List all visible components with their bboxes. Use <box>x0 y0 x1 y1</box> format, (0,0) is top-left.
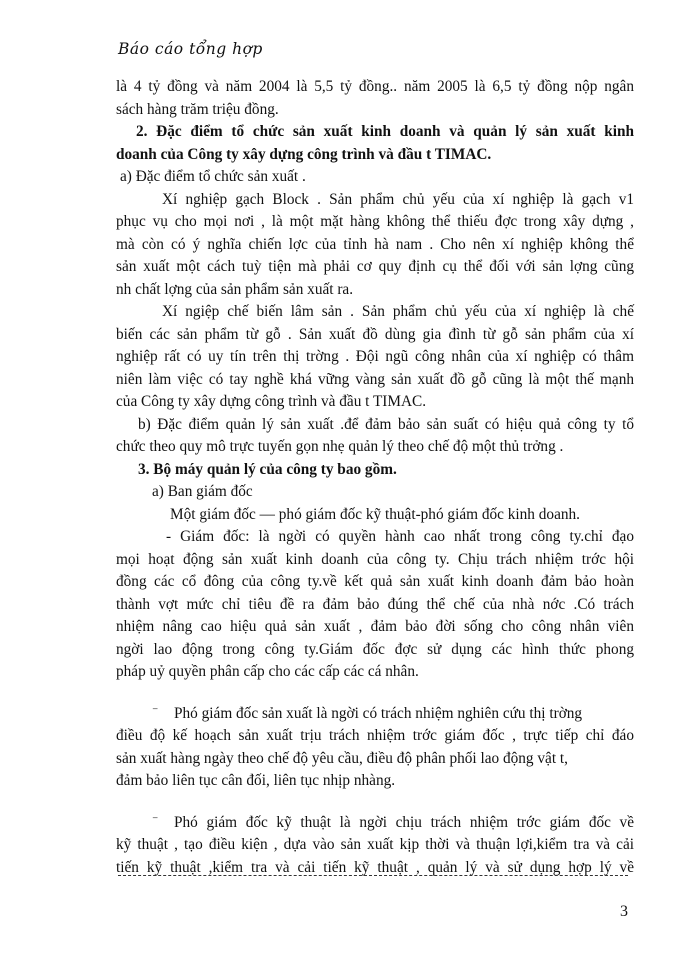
line-text: niên làm việc có tay nghề khá vững vàng sản xuất đồ gỗ cũng là một thế mạnh <box>116 370 634 388</box>
text-line <box>116 324 634 347</box>
text-line <box>116 481 634 504</box>
line-text: mọi hoạt động sản xuất kinh doanh của công ty. Chịu trách nhiệm trớc hội <box>116 550 634 568</box>
text-line <box>116 748 634 771</box>
text-line <box>116 459 634 482</box>
text-line <box>116 234 634 257</box>
text-line <box>116 571 634 594</box>
line-text: là 4 tỷ đồng và năm 2004 là 5,5 tỷ đồng.. năm 2005 là 6,5 tỷ đồng nộp ngân <box>116 78 634 95</box>
line-text: ngời lao động trong công ty.Giám đốc đợc sử dụng các hình thức phong <box>116 640 634 658</box>
text-line <box>116 504 634 527</box>
text-line <box>116 725 634 748</box>
line-text: Xí ngiệp chế biến lâm sản . Sản phẩm chủ yếu của xí nghiệp là chế <box>162 303 634 320</box>
line-text: Phó giám đốc sản xuất là ngời có trách nhiệm nghiên cứu thị trờng <box>174 704 583 722</box>
text-line <box>116 346 634 369</box>
text-line <box>116 834 634 857</box>
line-text: Xí nghiệp gạch Block . Sản phẩm chủ yếu của xí nghiệp là gạch v1 <box>162 190 634 208</box>
dash-bullet-icon: ⁻ <box>152 703 159 718</box>
line-text: của Công ty xây dựng công trình và đầu t TIMAC. <box>116 393 427 410</box>
line-text: pháp uỷ quyền phân cấp cho các cấp các cá nhân. <box>116 663 419 680</box>
line-text: nghiệp rất có uy tín trên thị trờng . Đội ngũ công nhân của xí nghiệp có thâm <box>116 348 634 365</box>
text-line <box>116 301 634 324</box>
line-text: chức theo quy mô trực tuyến gọn nhẹ quản lý theo chế độ một thủ trởng . <box>116 438 564 455</box>
line-text: sách hàng trăm triệu đồng. <box>116 100 279 118</box>
text-line <box>116 189 634 212</box>
line-text: Phó giám đốc kỹ thuật là ngời chịu trách nhiệm trớc giám đốc về <box>174 813 634 831</box>
text-line <box>116 414 634 437</box>
line-text: a) Ban giám đốc <box>152 483 253 500</box>
text-line <box>116 369 634 392</box>
body-text <box>116 76 634 879</box>
text-line <box>116 770 634 793</box>
text-line <box>116 700 634 726</box>
text-line <box>116 144 634 167</box>
dash-bullet-icon: ⁻ <box>152 812 159 827</box>
paragraph-gap <box>116 684 634 700</box>
text-line <box>116 99 634 122</box>
paragraph-gap <box>116 793 634 809</box>
line-text: - Giám đốc: là ngời có quyền hành cao nhất trong công ty.chỉ đạo <box>166 528 634 545</box>
text-line <box>116 256 634 279</box>
line-text: b) Đặc điểm quản lý sản xuất .để đảm bảo sản suất có hiệu quả công ty tổ <box>138 415 634 433</box>
text-line <box>116 436 634 459</box>
text-line <box>116 76 634 99</box>
text-line <box>116 549 634 572</box>
text-line <box>116 121 634 144</box>
line-text: điều độ kế hoạch sản xuất trịu trách nhiệm trớc giám đốc , trực tiếp chỉ đáo <box>116 727 634 744</box>
text-line <box>116 661 634 684</box>
line-text: đồng các cổ đông của công ty.về kết quả sản xuất kinh doanh đảm bảo hoàn <box>116 573 634 590</box>
text-line <box>116 809 634 835</box>
line-text: mà còn có ý nghĩa chiến lợc của tỉnh hà nam . Cho nên xí nghiệp không thể <box>116 235 634 253</box>
text-line <box>116 639 634 662</box>
text-line <box>116 616 634 639</box>
line-text: tiến kỹ thuật ,kiểm tra và cải tiến kỹ thuật , quản lý và sử dụng hợp lý về <box>116 858 634 876</box>
text-line <box>116 166 634 189</box>
page-number: 3 <box>620 903 628 920</box>
text-line <box>116 526 634 549</box>
line-text: 3. Bộ máy quản lý của công ty bao gồm. <box>138 460 397 478</box>
line-text: kỹ thuật , tạo điều kiện , dựa vào sản xuất kịp thời và thuận lợi,kiểm tra và cải <box>116 836 634 853</box>
text-line <box>116 279 634 302</box>
line-text: a) Đặc điểm tổ chức sản xuất . <box>120 168 306 185</box>
line-text: sản xuất hàng ngày theo chế độ yêu cầu, điều độ phân phối lao động vật t, <box>116 749 568 767</box>
line-text: đảm bảo liên tục cân đối, liên tục nhịp nhàng. <box>116 772 396 789</box>
line-text: sản xuất một cách tuỳ tiện mà phải cơ quy định cụ thể đối với sản lợng cũng <box>116 258 634 275</box>
line-text: doanh của Công ty xây dựng công trình và đầu t TIMAC. <box>116 145 492 163</box>
line-text: nh chất lợng của sản phẩm sản xuất ra. <box>116 280 354 298</box>
line-text: phục vụ cho mọi nơi , là một mặt hàng không thể thiếu đợc trong xây dựng , <box>116 213 634 230</box>
line-text: biến các sản phẩm từ gỗ . Sản xuất đồ dùng gia đình từ gỗ sản phẩm của xí <box>116 325 634 343</box>
line-text: thành vợt mức chỉ tiêu đề ra đảm bảo đúng thể chế của nhà nớc .Có trách <box>116 595 634 613</box>
line-text: 2. Đặc điểm tổ chức sản xuất kinh doanh và quản lý sản xuất kinh <box>136 123 634 140</box>
text-line <box>116 594 634 617</box>
page-header-title: Báo cáo tổng hợp <box>118 40 263 58</box>
line-text: Một giám đốc — phó giám đốc kỹ thuật-phó giám đốc kinh doanh. <box>170 505 580 523</box>
footer-dashed-rule <box>118 875 628 876</box>
line-text: nhiệm nâng cao hiệu quả sản xuất , đảm bảo đời sống cho công nhân viên <box>116 618 634 635</box>
text-line <box>116 391 634 414</box>
text-line <box>116 211 634 234</box>
